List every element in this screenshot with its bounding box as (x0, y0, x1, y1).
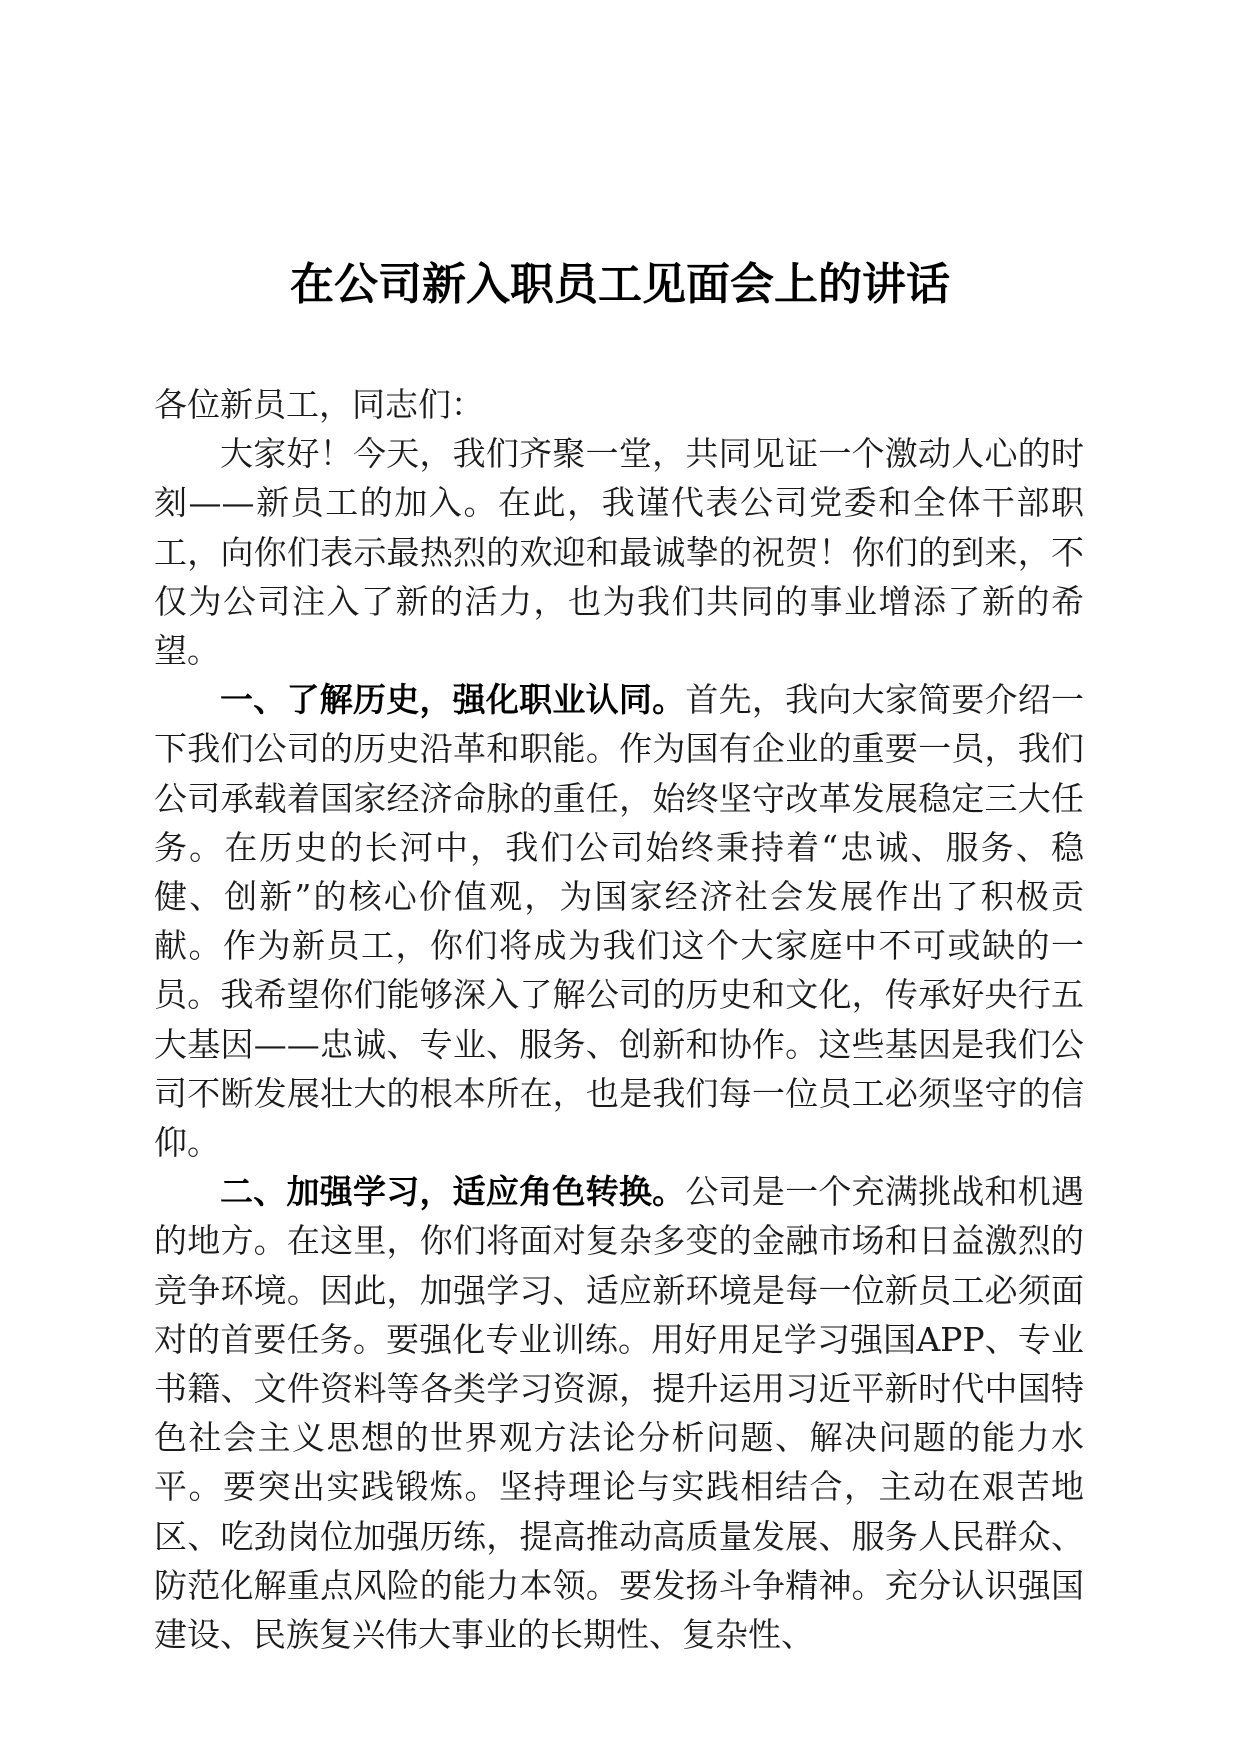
section-heading: 二、加强学习，适应角色转换。 (220, 1172, 686, 1212)
document-body (154, 380, 1084, 1659)
paragraph-text: 首先，我向大家简要介绍一下我们公司的历史沿革和职能。作为国有企业的重要一员，我们公司承载着国家经济命脉的重任，始终坚守改革发展稳定三大任务。在历史的长河中，我们公司始终秉持着“忠诚、服务、稳健、创新”的核心价值观，为国家经济社会发展作出了积极贡献。作为新员工，你们将成为我们这个大家庭中不可或缺的一员。我希望你们能够深入了解公司的历史和文化，传承好央行五大基因——忠诚、专业、服务、创新和协作。这些基因是我们公司不断发展壮大的根本所在，也是我们每一位员工必须坚守的信仰。 (154, 680, 1085, 1163)
paragraph-text: 公司是一个充满挑战和机遇的地方。在这里，你们将面对复杂多变的金融市场和日益激烈的竞争环境。因此，加强学习、适应新环境是每一位新员工必须面对的首要任务。要强化专业训练。用好用足学习强国APP、专业书籍、文件资料等各类学习资源，提升运用习近平新时代中国特色社会主义思想的世界观方法论分析问题、解决问题的能力水平。要突出实践锻炼。坚持理论与实践相结合，主动在艰苦地区、吃劲岗位加强历练，提高推动高质量发展、服务人民群众、防范化解重点风险的能力本领。要发扬斗争精神。充分认识强国建设、民族复兴伟大事业的长期性、复杂性、 (154, 1172, 1085, 1655)
document-title: 在公司新入职员工见面会上的讲话 (290, 259, 950, 310)
section-heading: 一、了解历史，强化职业认同。 (220, 680, 686, 720)
paragraph-opening (154, 429, 1084, 675)
salutation: 各位新员工，同志们： (154, 385, 484, 424)
paragraph-text: 大家好！今天，我们齐聚一堂，共同见证一个激动人心的时刻——新员工的加入。在此，我谨代表公司党委和全体干部职工，向你们表示最热烈的欢迎和最诚挚的祝贺！你们的到来，不仅为公司注入了新的活力，也为我们共同的事业增添了新的希望。 (154, 434, 1084, 671)
paragraph-section-2 (154, 1167, 1084, 1659)
paragraph-section-1 (154, 675, 1084, 1167)
